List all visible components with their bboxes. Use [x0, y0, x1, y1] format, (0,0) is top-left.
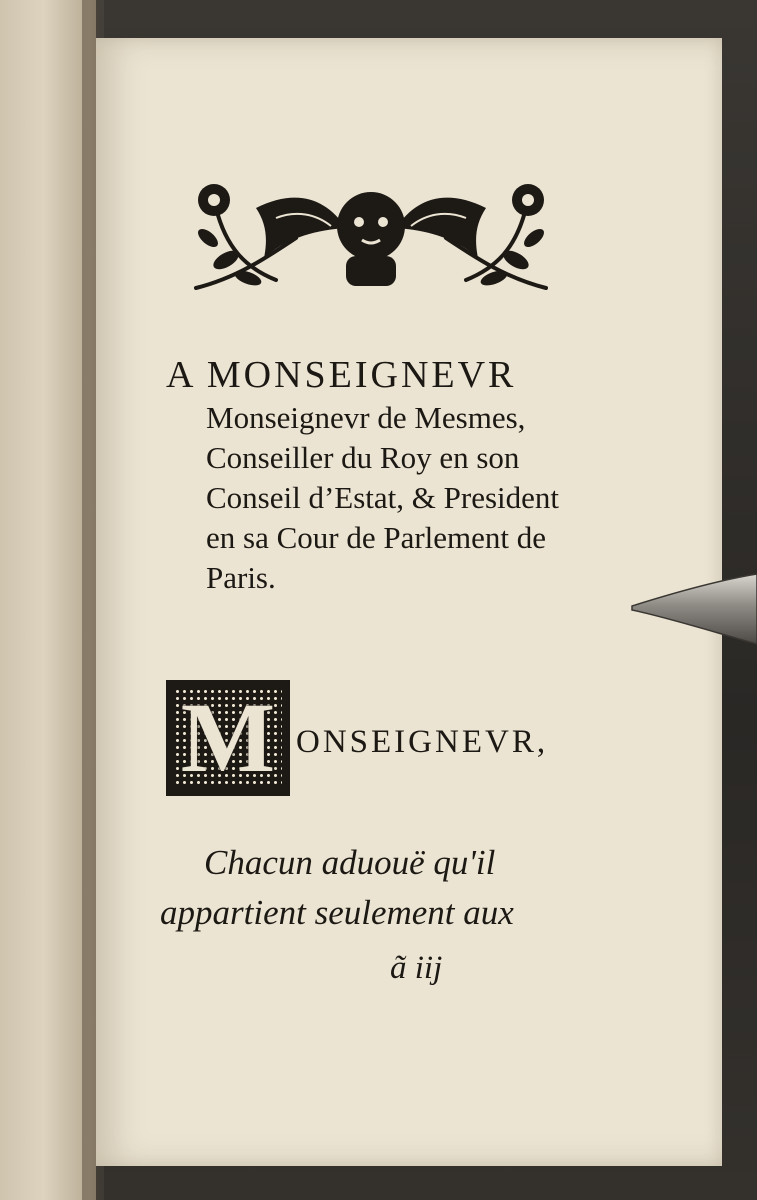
page-pointer-tool [630, 572, 757, 652]
cherub-headpiece-ornament [186, 168, 556, 304]
signature-mark: ã iij [390, 950, 443, 986]
dedication-heading [166, 352, 726, 598]
initial-letter: M [180, 682, 276, 793]
italic-line-1: Chacun aduouë qu'il [204, 843, 496, 882]
initial-pattern [174, 682, 282, 793]
salutation: ONSEIGNEVR, [296, 724, 549, 760]
dedication-title: A MONSEIGNEVR [166, 354, 517, 396]
italic-line-2: appartient seulement aux [160, 893, 514, 932]
dedication-body: Monseignevr de Mesmes, Conseiller du Roy en son Conseil d’Estat, & President en sa Cour de Parlement de Paris. [206, 400, 560, 595]
italic-body-text [160, 838, 600, 938]
decorated-initial [166, 680, 290, 796]
